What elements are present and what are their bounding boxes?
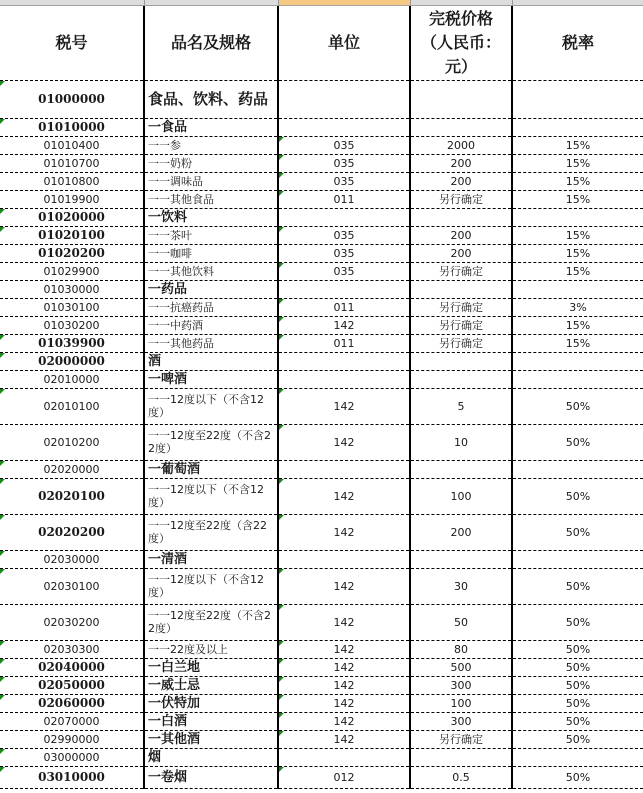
cell-indicator-icon	[0, 335, 5, 340]
cell-tax-rate[interactable]: 50%	[512, 604, 643, 640]
cell-indicator-icon	[279, 695, 284, 700]
cell-item-name[interactable]: 一一12度至22度（含22度）	[144, 514, 278, 550]
cell-duty-price[interactable]	[410, 370, 512, 388]
cell-unit[interactable]: 142	[278, 658, 410, 676]
cell-unit[interactable]: 142	[278, 694, 410, 712]
cell-tariff-code[interactable]: 02060000	[0, 694, 144, 712]
cell-duty-price[interactable]	[410, 280, 512, 298]
cell-tax-rate[interactable]: 15%	[512, 154, 643, 172]
cell-unit[interactable]: 011	[278, 334, 410, 352]
cell-duty-price[interactable]: 30	[410, 568, 512, 604]
cell-duty-price[interactable]: 200	[410, 226, 512, 244]
cell-tax-rate[interactable]: 50%	[512, 514, 643, 550]
cell-item-name[interactable]: 一一其他食品	[144, 190, 278, 208]
cell-indicator-icon	[279, 317, 284, 322]
table-row	[0, 550, 643, 568]
cell-item-name[interactable]: 一一12度以下（不含12度）	[144, 388, 278, 424]
cell-tax-rate[interactable]	[512, 280, 643, 298]
table-row	[0, 118, 643, 136]
table-row	[0, 370, 643, 388]
header-code[interactable]: 税号	[0, 6, 144, 80]
cell-unit[interactable]	[278, 280, 410, 298]
cell-indicator-icon	[0, 641, 5, 646]
cell-unit[interactable]: 012	[278, 766, 410, 788]
table-row	[0, 172, 643, 190]
cell-indicator-icon	[279, 659, 284, 664]
cell-unit[interactable]: 035	[278, 244, 410, 262]
cell-item-name[interactable]: 一一奶粉	[144, 154, 278, 172]
cell-duty-price[interactable]: 100	[410, 694, 512, 712]
cell-item-name[interactable]: 一一12度以下（不含12度）	[144, 568, 278, 604]
cell-duty-price[interactable]	[410, 80, 512, 118]
cell-duty-price[interactable]	[410, 208, 512, 226]
table-row	[0, 730, 643, 748]
cell-indicator-icon	[279, 479, 284, 484]
cell-item-name[interactable]: 一一参	[144, 136, 278, 154]
cell-indicator-icon	[0, 677, 5, 682]
cell-tax-rate[interactable]: 50%	[512, 658, 643, 676]
cell-duty-price[interactable]	[410, 118, 512, 136]
cell-tax-rate[interactable]: 15%	[512, 136, 643, 154]
cell-item-name[interactable]: 一伏特加	[144, 694, 278, 712]
cell-item-name[interactable]: 食品、饮料、药品	[144, 80, 278, 118]
cell-indicator-icon	[279, 713, 284, 718]
cell-item-name[interactable]: 一一咖啡	[144, 244, 278, 262]
cell-tariff-code[interactable]: 01030100	[0, 298, 144, 316]
table-row	[0, 136, 643, 154]
cell-indicator-icon	[279, 335, 284, 340]
cell-tariff-code[interactable]: 02020000	[0, 460, 144, 478]
table-row	[0, 514, 643, 550]
cell-duty-price[interactable]: 10	[410, 424, 512, 460]
cell-unit[interactable]: 142	[278, 604, 410, 640]
table-row	[0, 190, 643, 208]
cell-unit[interactable]: 142	[278, 478, 410, 514]
cell-tax-rate[interactable]: 50%	[512, 388, 643, 424]
table-row	[0, 316, 643, 334]
cell-unit[interactable]: 142	[278, 316, 410, 334]
cell-tariff-code[interactable]: 01020100	[0, 226, 144, 244]
cell-tariff-code[interactable]: 02030200	[0, 604, 144, 640]
cell-duty-price[interactable]: 100	[410, 478, 512, 514]
cell-tax-rate[interactable]	[512, 352, 643, 370]
table-row	[0, 766, 643, 788]
cell-indicator-icon	[279, 731, 284, 736]
cell-item-name[interactable]: 一一茶叶	[144, 226, 278, 244]
cell-indicator-icon	[279, 191, 284, 196]
header-row	[0, 6, 643, 80]
table-row	[0, 352, 643, 370]
cell-tax-rate[interactable]	[512, 118, 643, 136]
cell-item-name[interactable]: 一清酒	[144, 550, 278, 568]
table-row	[0, 244, 643, 262]
cell-item-name[interactable]: 一食品	[144, 118, 278, 136]
cell-tax-rate[interactable]: 3%	[512, 298, 643, 316]
cell-indicator-icon	[279, 173, 284, 178]
cell-tariff-code[interactable]: 02050000	[0, 676, 144, 694]
table-row	[0, 694, 643, 712]
cell-indicator-icon	[0, 551, 5, 556]
header-unit[interactable]: 单位	[278, 6, 410, 80]
cell-duty-price[interactable]	[410, 550, 512, 568]
cell-unit[interactable]: 142	[278, 676, 410, 694]
cell-indicator-icon	[0, 569, 5, 574]
cell-item-name[interactable]: 一一12度以下（不含12度）	[144, 478, 278, 514]
cell-duty-price[interactable]	[410, 748, 512, 766]
cell-item-name[interactable]: 酒	[144, 352, 278, 370]
cell-item-name[interactable]: 一卷烟	[144, 766, 278, 788]
cell-tariff-code[interactable]: 01020200	[0, 244, 144, 262]
cell-unit[interactable]: 011	[278, 190, 410, 208]
cell-tax-rate[interactable]: 15%	[512, 172, 643, 190]
cell-duty-price[interactable]: 0.5	[410, 766, 512, 788]
cell-unit[interactable]: 035	[278, 154, 410, 172]
cell-indicator-icon	[279, 569, 284, 574]
cell-tax-rate[interactable]: 50%	[512, 694, 643, 712]
cell-tax-rate[interactable]: 50%	[512, 478, 643, 514]
header-name[interactable]: 品名及规格	[144, 6, 278, 80]
cell-tariff-code[interactable]: 02990000	[0, 730, 144, 748]
cell-tax-rate[interactable]: 15%	[512, 334, 643, 352]
cell-item-name[interactable]: 一一12度至22度（不含22度）	[144, 424, 278, 460]
cell-duty-price[interactable]: 另行确定	[410, 316, 512, 334]
table-row	[0, 568, 643, 604]
cell-item-name[interactable]: 一一抗癌药品	[144, 298, 278, 316]
cell-tariff-code[interactable]: 02010200	[0, 424, 144, 460]
cell-duty-price[interactable]: 另行确定	[410, 190, 512, 208]
cell-item-name[interactable]: 一白兰地	[144, 658, 278, 676]
cell-indicator-icon	[279, 641, 284, 646]
cell-duty-price[interactable]: 200	[410, 172, 512, 190]
cell-indicator-icon	[0, 749, 5, 754]
cell-duty-price[interactable]: 200	[410, 244, 512, 262]
cell-indicator-icon	[0, 479, 5, 484]
table-row	[0, 658, 643, 676]
cell-duty-price[interactable]: 另行确定	[410, 298, 512, 316]
cell-indicator-icon	[0, 461, 5, 466]
cell-unit[interactable]: 142	[278, 712, 410, 730]
table-row	[0, 334, 643, 352]
cell-tax-rate[interactable]: 15%	[512, 190, 643, 208]
cell-duty-price[interactable]: 另行确定	[410, 262, 512, 280]
cell-tariff-code[interactable]: 02010100	[0, 388, 144, 424]
cell-tax-rate[interactable]: 15%	[512, 262, 643, 280]
cell-item-name[interactable]: 一饮料	[144, 208, 278, 226]
column-separator[interactable]	[144, 0, 145, 5]
cell-tax-rate[interactable]: 50%	[512, 766, 643, 788]
cell-unit[interactable]	[278, 748, 410, 766]
cell-unit[interactable]: 035	[278, 136, 410, 154]
cell-unit[interactable]: 035	[278, 262, 410, 280]
column-separator[interactable]	[512, 0, 513, 5]
cell-unit[interactable]	[278, 550, 410, 568]
cell-tariff-code[interactable]: 02030300	[0, 640, 144, 658]
cell-tax-rate[interactable]: 50%	[512, 730, 643, 748]
cell-tariff-code[interactable]: 02020100	[0, 478, 144, 514]
cell-tariff-code[interactable]: 02070000	[0, 712, 144, 730]
cell-tax-rate[interactable]	[512, 208, 643, 226]
table-row	[0, 388, 643, 424]
cell-tariff-code[interactable]: 02040000	[0, 658, 144, 676]
cell-indicator-icon	[279, 605, 284, 610]
cell-item-name[interactable]: 一药品	[144, 280, 278, 298]
cell-tariff-code[interactable]: 01010800	[0, 172, 144, 190]
cell-unit[interactable]	[278, 370, 410, 388]
table-row	[0, 478, 643, 514]
cell-duty-price[interactable]: 50	[410, 604, 512, 640]
cell-tariff-code[interactable]: 02030100	[0, 568, 144, 604]
cell-indicator-icon	[279, 227, 284, 232]
cell-item-name[interactable]: 一一其他药品	[144, 334, 278, 352]
table-row	[0, 208, 643, 226]
cell-item-name[interactable]: 一一12度至22度（不含22度）	[144, 604, 278, 640]
cell-tariff-code[interactable]: 01010000	[0, 118, 144, 136]
cell-tariff-code[interactable]: 01030000	[0, 280, 144, 298]
cell-tax-rate[interactable]: 50%	[512, 568, 643, 604]
cell-tariff-code[interactable]: 03010000	[0, 766, 144, 788]
cell-unit[interactable]: 035	[278, 226, 410, 244]
cell-tax-rate[interactable]	[512, 370, 643, 388]
cell-tariff-code[interactable]: 01010400	[0, 136, 144, 154]
cell-tax-rate[interactable]: 50%	[512, 676, 643, 694]
cell-tax-rate[interactable]	[512, 550, 643, 568]
cell-item-name[interactable]: 一一中药酒	[144, 316, 278, 334]
cell-tariff-code[interactable]: 03000000	[0, 748, 144, 766]
cell-item-name[interactable]: 一其他酒	[144, 730, 278, 748]
cell-item-name[interactable]: 一一22度及以上	[144, 640, 278, 658]
cell-tax-rate[interactable]: 15%	[512, 316, 643, 334]
cell-tariff-code[interactable]: 01029900	[0, 262, 144, 280]
cell-indicator-icon	[0, 227, 5, 232]
cell-unit[interactable]: 142	[278, 568, 410, 604]
cell-duty-price[interactable]: 300	[410, 712, 512, 730]
cell-tax-rate[interactable]	[512, 748, 643, 766]
cell-tariff-code[interactable]: 02030000	[0, 550, 144, 568]
cell-indicator-icon	[0, 353, 5, 358]
cell-tax-rate[interactable]: 15%	[512, 244, 643, 262]
cell-item-name[interactable]: 一白酒	[144, 712, 278, 730]
table-body	[0, 80, 643, 788]
cell-tariff-code[interactable]: 01039900	[0, 334, 144, 352]
column-separator[interactable]	[278, 0, 279, 5]
header-rate[interactable]: 税率	[512, 6, 643, 80]
cell-duty-price[interactable]: 300	[410, 676, 512, 694]
cell-unit[interactable]: 142	[278, 388, 410, 424]
cell-duty-price[interactable]: 另行确定	[410, 334, 512, 352]
cell-indicator-icon	[279, 299, 284, 304]
cell-duty-price[interactable]: 5	[410, 388, 512, 424]
cell-item-name[interactable]: 一威士忌	[144, 676, 278, 694]
cell-item-name[interactable]: 一啤酒	[144, 370, 278, 388]
cell-tariff-code[interactable]: 01020000	[0, 208, 144, 226]
cell-item-name[interactable]: 一葡萄酒	[144, 460, 278, 478]
cell-tax-rate[interactable]: 15%	[512, 226, 643, 244]
cell-duty-price[interactable]: 200	[410, 154, 512, 172]
cell-indicator-icon	[0, 767, 5, 772]
cell-unit[interactable]: 142	[278, 424, 410, 460]
cell-indicator-icon	[0, 695, 5, 700]
table-row	[0, 676, 643, 694]
cell-indicator-icon	[279, 389, 284, 394]
cell-unit[interactable]	[278, 208, 410, 226]
cell-unit[interactable]	[278, 80, 410, 118]
cell-tax-rate[interactable]	[512, 460, 643, 478]
table-row	[0, 226, 643, 244]
cell-indicator-icon	[279, 767, 284, 772]
cell-duty-price[interactable]: 另行确定	[410, 730, 512, 748]
cell-tax-rate[interactable]: 50%	[512, 640, 643, 658]
table-row	[0, 604, 643, 640]
cell-indicator-icon	[279, 425, 284, 430]
table-row	[0, 154, 643, 172]
cell-unit[interactable]: 142	[278, 514, 410, 550]
cell-indicator-icon	[279, 137, 284, 142]
table-row	[0, 640, 643, 658]
cell-indicator-icon	[0, 659, 5, 664]
cell-indicator-icon	[279, 515, 284, 520]
cell-duty-price[interactable]: 200	[410, 514, 512, 550]
cell-unit[interactable]: 142	[278, 640, 410, 658]
table-row	[0, 280, 643, 298]
table-row	[0, 80, 643, 118]
cell-tax-rate[interactable]: 50%	[512, 424, 643, 460]
selected-column-header[interactable]	[278, 0, 410, 5]
cell-tariff-code[interactable]: 01000000	[0, 80, 144, 118]
header-price[interactable]: 完税价格（人民币：元）	[410, 6, 512, 80]
cell-indicator-icon	[279, 155, 284, 160]
cell-item-name[interactable]: 一一其他饮料	[144, 262, 278, 280]
cell-tariff-code[interactable]: 02000000	[0, 352, 144, 370]
table-row	[0, 460, 643, 478]
cell-unit[interactable]: 035	[278, 172, 410, 190]
tariff-table	[0, 6, 643, 789]
cell-tariff-code[interactable]: 01019900	[0, 190, 144, 208]
cell-indicator-icon	[0, 119, 5, 124]
cell-unit[interactable]: 142	[278, 730, 410, 748]
cell-unit[interactable]	[278, 460, 410, 478]
cell-indicator-icon	[279, 263, 284, 268]
cell-duty-price[interactable]	[410, 352, 512, 370]
cell-duty-price[interactable]: 2000	[410, 136, 512, 154]
cell-tariff-code[interactable]: 02020200	[0, 514, 144, 550]
table-row	[0, 298, 643, 316]
cell-duty-price[interactable]: 80	[410, 640, 512, 658]
cell-indicator-icon	[279, 677, 284, 682]
cell-unit[interactable]	[278, 352, 410, 370]
cell-indicator-icon	[0, 81, 5, 86]
column-separator[interactable]	[410, 0, 411, 5]
cell-indicator-icon	[0, 209, 5, 214]
cell-item-name[interactable]: 一一调味品	[144, 172, 278, 190]
cell-tariff-code[interactable]: 01010700	[0, 154, 144, 172]
cell-indicator-icon	[0, 515, 5, 520]
cell-tax-rate[interactable]	[512, 80, 643, 118]
table-row	[0, 748, 643, 766]
cell-item-name[interactable]: 烟	[144, 748, 278, 766]
table-row	[0, 712, 643, 730]
table-row	[0, 424, 643, 460]
cell-tariff-code[interactable]: 02010000	[0, 370, 144, 388]
cell-indicator-icon	[0, 389, 5, 394]
cell-unit[interactable]	[278, 118, 410, 136]
cell-duty-price[interactable]	[410, 460, 512, 478]
cell-duty-price[interactable]: 500	[410, 658, 512, 676]
table-row	[0, 262, 643, 280]
cell-tariff-code[interactable]: 01030200	[0, 316, 144, 334]
cell-unit[interactable]: 011	[278, 298, 410, 316]
cell-tax-rate[interactable]: 50%	[512, 712, 643, 730]
